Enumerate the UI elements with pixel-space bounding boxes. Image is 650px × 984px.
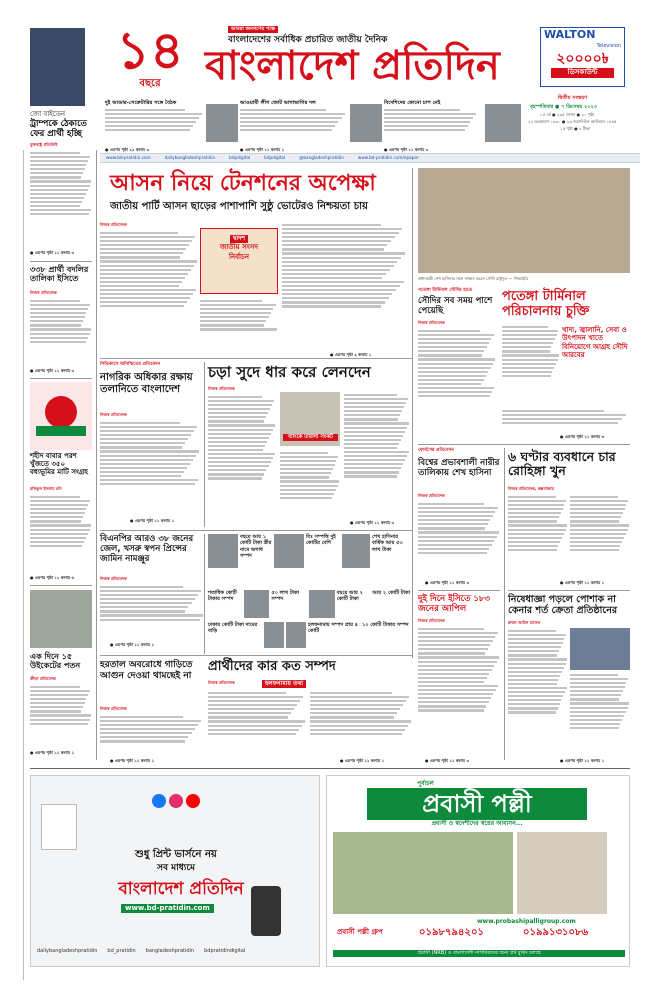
ad-left-fb[interactable]: dailybangladeshpratidin	[37, 948, 98, 954]
bnp-title: বিএনপির আরও ৩৮ জনের জেল, খসরু স্বপন প্রিন্সের জামিন নামঞ্জুর	[100, 534, 194, 565]
ad-right-brand: প্রবাসী পল্লী	[367, 788, 587, 820]
anniversary-logo	[105, 21, 195, 95]
hartal-title: হরতাল অবরোধে গাড়িতে আগুন দেওয়া থামছেই না	[100, 660, 193, 681]
date-line: বৃহস্পতিবার ● ৭ ডিসেম্বর ২০২৩	[530, 104, 598, 110]
wealth-body-2	[310, 690, 412, 758]
social-epaper[interactable]: www.bd-pratidin.com/epaper	[357, 155, 419, 161]
top-story-1-jump: ● এরপর পৃষ্ঠা ২২ কলাম ৩	[105, 147, 150, 153]
top-story-1	[105, 100, 205, 152]
saudi-body-1	[418, 328, 496, 434]
biden-head: জো বাইডেন	[30, 110, 66, 118]
rohingya-body-2	[570, 494, 630, 582]
saudi-body-2	[502, 324, 560, 404]
cricket-title: এক দিনে ১৫ উইকেটের পতন	[30, 652, 81, 671]
social-web[interactable]: www.bd-pratidin.com	[106, 155, 151, 161]
edition-label: দ্বিতীয় সংস্করণ	[558, 95, 588, 101]
wealth-title: প্রার্থীদের কার কত সম্পদ	[208, 659, 336, 674]
top-story-3-title: বিদেশিদের কোনো চাপ নেই	[384, 100, 441, 106]
cand-dateline: নিজস্ব প্রতিবেদক	[30, 290, 57, 295]
ad-left	[30, 775, 320, 967]
ad-right-photo-2	[517, 832, 607, 914]
loan-body-3	[344, 392, 410, 522]
cand-title: ৩৩৮ প্রার্থী বদলির তালিকা ইসিতে	[30, 265, 89, 284]
rights-kicker: সিভিকাসে অনিশ্চিতের প্রতিবেদন	[100, 362, 161, 367]
forbes-body	[418, 501, 500, 581]
ad-right-phone1[interactable]: ০১৯৮৭৯৪২০১	[419, 927, 484, 938]
wealth-jump: ● এরপর পৃষ্ঠা ১১ কলাম ১	[340, 758, 385, 763]
ad-right-phone2[interactable]: ০১৯৯১৩১০৮৬	[523, 927, 588, 938]
lead-jump: ● এরপর পৃষ্ঠা ২ কলাম ১	[330, 352, 372, 357]
ad-right-slogan: প্রবাসী ও স্বদেশীদের স্বপ্নের আবাসন...	[431, 820, 523, 827]
tagline: বাংলাদেশের সর্বাধিক প্রচারিত জাতীয় দৈনিক	[228, 35, 388, 45]
wealth-cell-10: ১০ কোটি টাকার সম্পদ	[362, 622, 409, 628]
rights-body	[100, 420, 200, 518]
loan-body-2	[280, 450, 340, 522]
loan-title: চড়া সুদে ধার করে লেনদেন	[208, 363, 371, 381]
ad-left-brand: বাংলাদেশ প্রতিদিন	[118, 879, 244, 899]
price-line: ১৫ পৃষ্ঠা ● ৮ টাকা	[560, 126, 591, 131]
top-story-3-jump: ● এরপর পৃষ্ঠা ১১ কলাম ৩	[384, 147, 429, 153]
ad-right-web[interactable]: www.probashipalligroup.com	[477, 918, 576, 925]
walton-amount: ২০০০০৳	[556, 50, 609, 67]
side-strip	[0, 150, 24, 980]
hartal-dateline: নিজস্ব প্রতিবেদক	[100, 706, 127, 711]
wealth-badge: হলফনামায় তথ্য	[262, 680, 306, 688]
wealth-row-1	[208, 534, 412, 588]
bnp-dateline: নিজস্ব প্রতিবেদক	[100, 576, 127, 581]
bnp-jump: ● এরপর পৃষ্ঠা ১১ কলাম ১	[110, 642, 155, 647]
rohingya-title: ৬ ঘণ্টার ব্যবধানে চার রোহিঙ্গা খুন	[508, 449, 616, 479]
badge-mid: জাতীয় সংসদ	[219, 243, 259, 252]
dress-photo	[570, 628, 630, 670]
biden-dateline: যুক্তরাষ্ট্র প্রতিনিধি	[30, 142, 58, 147]
ad-left-web[interactable]: www.bd-pratidin.com	[121, 904, 214, 913]
saudi-body-3	[502, 408, 630, 434]
martyr-title: শহীদ বাবার পরশ খুঁজতে ৩৫০ বধ্যভূমির মাটি সংগ্রহ	[30, 452, 88, 477]
top-story-photo-2	[350, 104, 382, 142]
walton-ad	[540, 27, 625, 87]
biden-body	[30, 150, 92, 250]
victory-emblem	[30, 382, 92, 450]
dress-body-1	[508, 628, 568, 756]
date-sub: ২২ অগ্রহায়ণ ১৪৩০ ● ২৩ জমাদিউল আউয়াল ১৪৪৫	[528, 119, 617, 124]
ad-right-footer: প্রবাসী (NRB) ও বাংলাদেশী নাগরিকদের জন্য প্লট বুকিং চলছে	[333, 950, 625, 957]
election-badge	[200, 228, 278, 294]
hartal-body	[100, 714, 204, 758]
top-story-1-body	[105, 107, 205, 147]
wealth-cell-3: শেখ হাসিনার বার্ষিক আয় ৫৩ লাখ টাকা	[372, 534, 403, 553]
ad-left-yt[interactable]: bd_pratidin	[107, 948, 136, 954]
dress-body-2	[570, 672, 630, 756]
appeal-body	[418, 626, 500, 756]
social-icons-cluster-icon	[151, 790, 201, 812]
social-fb[interactable]: dailybangladeshpratidin	[164, 155, 216, 161]
wealth-body-1	[208, 690, 306, 758]
martyr-body	[30, 494, 92, 574]
saudi-jump: ● এরপর পৃষ্ঠা ১১ কলাম ৬	[560, 434, 605, 439]
top-story-2-body	[240, 107, 348, 147]
walton-brand: WALTON	[544, 28, 596, 41]
hartal-jump: ● এরপর পৃষ্ঠা ১১ কলাম ১	[110, 758, 155, 763]
loan-jump: ● এরপর পৃষ্ঠা ১১ কলাম ৩	[350, 520, 395, 525]
ad-right-company: প্রবাসী পল্লী গ্রুপ	[337, 928, 383, 936]
loan-dateline: নিজস্ব প্রতিবেদক	[208, 386, 235, 391]
wealth-cell-8: ঢাকায় কোটি টাকা দামের বাড়ি	[208, 622, 258, 635]
ad-left-line2: সব মাধ্যমে	[157, 863, 195, 873]
ad-right	[326, 775, 630, 967]
bnp-body	[100, 584, 204, 642]
biden-photo	[30, 28, 85, 106]
wealth-row-2	[208, 590, 412, 620]
forbes-title: বিশ্বের প্রভাবশালী নারীর তালিকায় শেখ হাসিনা	[418, 458, 500, 479]
saudi-kicker: পতেঙ্গা টার্মিনাল সৌদির হাতে	[418, 288, 473, 293]
top-story-2	[240, 100, 348, 152]
lead-dateline: নিজস্ব প্রতিবেদক	[100, 222, 127, 227]
top-story-2-title: আওয়ামী লীগ জোট ভাগাভাগির দল	[240, 100, 316, 106]
rights-dateline: নিজস্ব প্রতিবেদক	[100, 412, 127, 417]
lead-body-3	[282, 222, 406, 352]
saudi-title-main: পতেঙ্গা টার্মিনাল পরিচালনায় চুক্তি	[502, 289, 590, 319]
social-ig[interactable]: bdpdigital	[229, 155, 251, 161]
ad-right-tag: পূর্বাচল	[417, 780, 434, 787]
walton-sub: Television	[596, 42, 621, 49]
cricket-photo	[30, 590, 92, 648]
social-yt[interactable]: bdpdigital	[264, 155, 286, 161]
walton-discount: ডিসকাউন্ট	[551, 68, 614, 77]
forbes-kicker: ফোর্বসের প্রতিবেদন	[418, 448, 454, 453]
rights-title: নাগরিক অধিকার রক্ষায় তলানিতে বাংলাদেশ	[100, 372, 193, 395]
rights-jump: ● এরপর পৃষ্ঠা ১১ কলাম ১	[130, 518, 175, 523]
dress-dateline: রুহুল আমিন রাসেল	[508, 620, 541, 625]
martyr-jump: ● এরপর পৃষ্ঠা ১১ কলাম ৬	[30, 575, 75, 580]
rohingya-body-1	[508, 494, 568, 582]
biden-title: ট্রাম্পকে ঠেকাতে ফের প্রার্থী হচ্ছি	[30, 119, 87, 140]
wealth-photo-2	[274, 534, 304, 568]
cand-body	[30, 298, 92, 368]
appeal-dateline: নিজস্ব প্রতিবেদক	[418, 618, 445, 623]
anniversary-word: বছরে	[139, 78, 161, 89]
wealth-cell-4: শতাধিক কোটি টাকার সম্পদ	[208, 590, 237, 603]
cricket-dateline: ক্রীড়া প্রতিবেদক	[30, 676, 56, 681]
wealth-cell-6: বছরে আয় ২ কোটি টাকা	[336, 590, 363, 603]
wealth-grid	[208, 534, 412, 650]
wealth-dateline: নিজস্ব প্রতিবেদক	[208, 680, 235, 685]
wealth-cell-7: আয় ২ কোটি টাকা	[372, 590, 410, 596]
ad-left-newspaper-graphic	[41, 804, 77, 850]
page-title: বাংলাদেশ প্রতিদিন	[205, 43, 500, 89]
top-story-3	[384, 100, 479, 152]
appeal-title: দুই দিনে ইসিতে ১৮৩ জনের আপিল	[418, 594, 490, 615]
top-story-3-body	[384, 107, 479, 147]
ad-left-phone-graphic	[251, 886, 281, 936]
appeal-jump: ● এরপর পৃষ্ঠা ১১ কলাম ৩	[425, 758, 470, 763]
ad-left-x[interactable]: bdpratidindigital	[204, 948, 246, 954]
top-story-photo-1	[206, 104, 238, 142]
dress-title: নিষেধাজ্ঞা পড়লে পোশাক না কেনার শর্ত ক্রেতা প্রতিষ্ঠানের	[508, 594, 618, 617]
wealth-photo-4	[244, 590, 270, 618]
badge-top: দ্বাদশ	[230, 235, 248, 243]
dress-jump: ● এরপর পৃষ্ঠা ১১ কলাম ১	[560, 758, 605, 763]
loan-body-1	[208, 394, 276, 522]
anniversary-number: ১৪	[116, 21, 184, 81]
biden-jump: ● এরপর পৃষ্ঠা ১১ কলাম ৩	[30, 250, 75, 255]
lead-body-2	[200, 298, 278, 348]
forbes-jump: ● এরপর পৃষ্ঠা ১১ কলাম ৩	[425, 580, 470, 585]
ad-left-ig[interactable]: bangladeshpratidin	[145, 948, 195, 954]
social-bar	[100, 153, 640, 163]
wealth-photo-7	[286, 622, 306, 648]
ad-left-socials	[37, 948, 315, 955]
tagline-top: আমরা জনগণের পক্ষে	[228, 26, 278, 33]
loan-inset-label: ব্যাংকে তারল্য সংকট	[283, 434, 338, 441]
cricket-jump: ● এরপর পৃষ্ঠা ১১ কলাম ১	[30, 750, 75, 755]
rohingya-dateline: নিজস্ব প্রতিবেদক, কক্সবাজার	[508, 486, 554, 491]
wealth-row-3	[208, 622, 412, 650]
top-story-2-jump: ● এরপর পৃষ্ঠা ১১ কলাম ১	[240, 147, 285, 153]
issue-line: ১৫ বর্ষ ● ২৩৫ সংখ্যা ● ২০ পৃষ্ঠা	[540, 112, 595, 117]
wealth-cell-1: বছরে আয় ১ কোটি টাকা স্ত্রীর নামে অগাধ সম্পদ	[240, 534, 272, 559]
wealth-cell-2: বিঃ সম্পত্তি দুই কোটির বেশি	[306, 534, 336, 547]
wealth-photo-1	[208, 534, 238, 568]
ad-right-photo-1	[333, 832, 513, 914]
wealth-cell-9: হলফনামায় সম্পদ প্রায় ৪ কোটি	[308, 622, 358, 635]
rohingya-jump: ● এরপর পৃষ্ঠা ১১ কলাম ১	[560, 580, 605, 585]
saudi-title-lead: সৌদির সব সময় পাশে পেয়েছি	[418, 296, 493, 317]
wealth-photo-6	[264, 622, 284, 648]
cand-jump: ● এরপর পৃষ্ঠা ১১ কলাম ৩	[30, 368, 75, 373]
lead-body-1	[100, 230, 198, 348]
martyr-dateline: রফিকুল ইসলাম রনি	[30, 486, 62, 491]
social-x[interactable]: @bangladeshpratidin	[299, 155, 344, 161]
wealth-photo-5	[309, 590, 335, 618]
saudi-box: খাদ্য, জ্বালানি, সেবা ও উৎপাদন খাতে বিনিয়োগে আগ্রহ সৌদি আরবের	[562, 326, 628, 360]
forbes-dateline: নিজস্ব প্রতিবেদক	[418, 493, 445, 498]
saudi-photo	[418, 168, 630, 273]
cricket-body	[30, 684, 92, 749]
top-story-photo-3	[485, 104, 521, 142]
badge-bottom: নির্বাচন	[228, 252, 250, 261]
wealth-photo-3	[342, 534, 370, 568]
lead-title: আসন নিয়ে টেনশনের অপেক্ষা	[110, 171, 376, 196]
left-col	[30, 150, 92, 255]
wealth-cell-5: ৫০ লাখ টাকা সম্পদ	[271, 590, 299, 603]
martyr-emblem-icon	[30, 382, 92, 450]
ad-left-line1: শুধু প্রিন্ট ভার্সনে নয়	[135, 849, 217, 860]
saudi-caption: প্রধানমন্ত্রী শেখ হাসিনার সঙ্গে সাক্ষাৎ করেন সৌদি রাষ্ট্রদূত — পিআইডি	[418, 276, 529, 281]
saudi-dateline: নিজস্ব প্রতিবেদক	[418, 320, 445, 325]
lead-subtitle: জাতীয় পার্টি আসন ছাড়ের পাশাপাশি সুষ্ঠু ভোটেরও নিশ্চয়তা চায়	[110, 201, 368, 212]
top-story-1-title: দুই আন্ডার-সেক্রেটারির সঙ্গে বৈঠক	[105, 100, 177, 106]
